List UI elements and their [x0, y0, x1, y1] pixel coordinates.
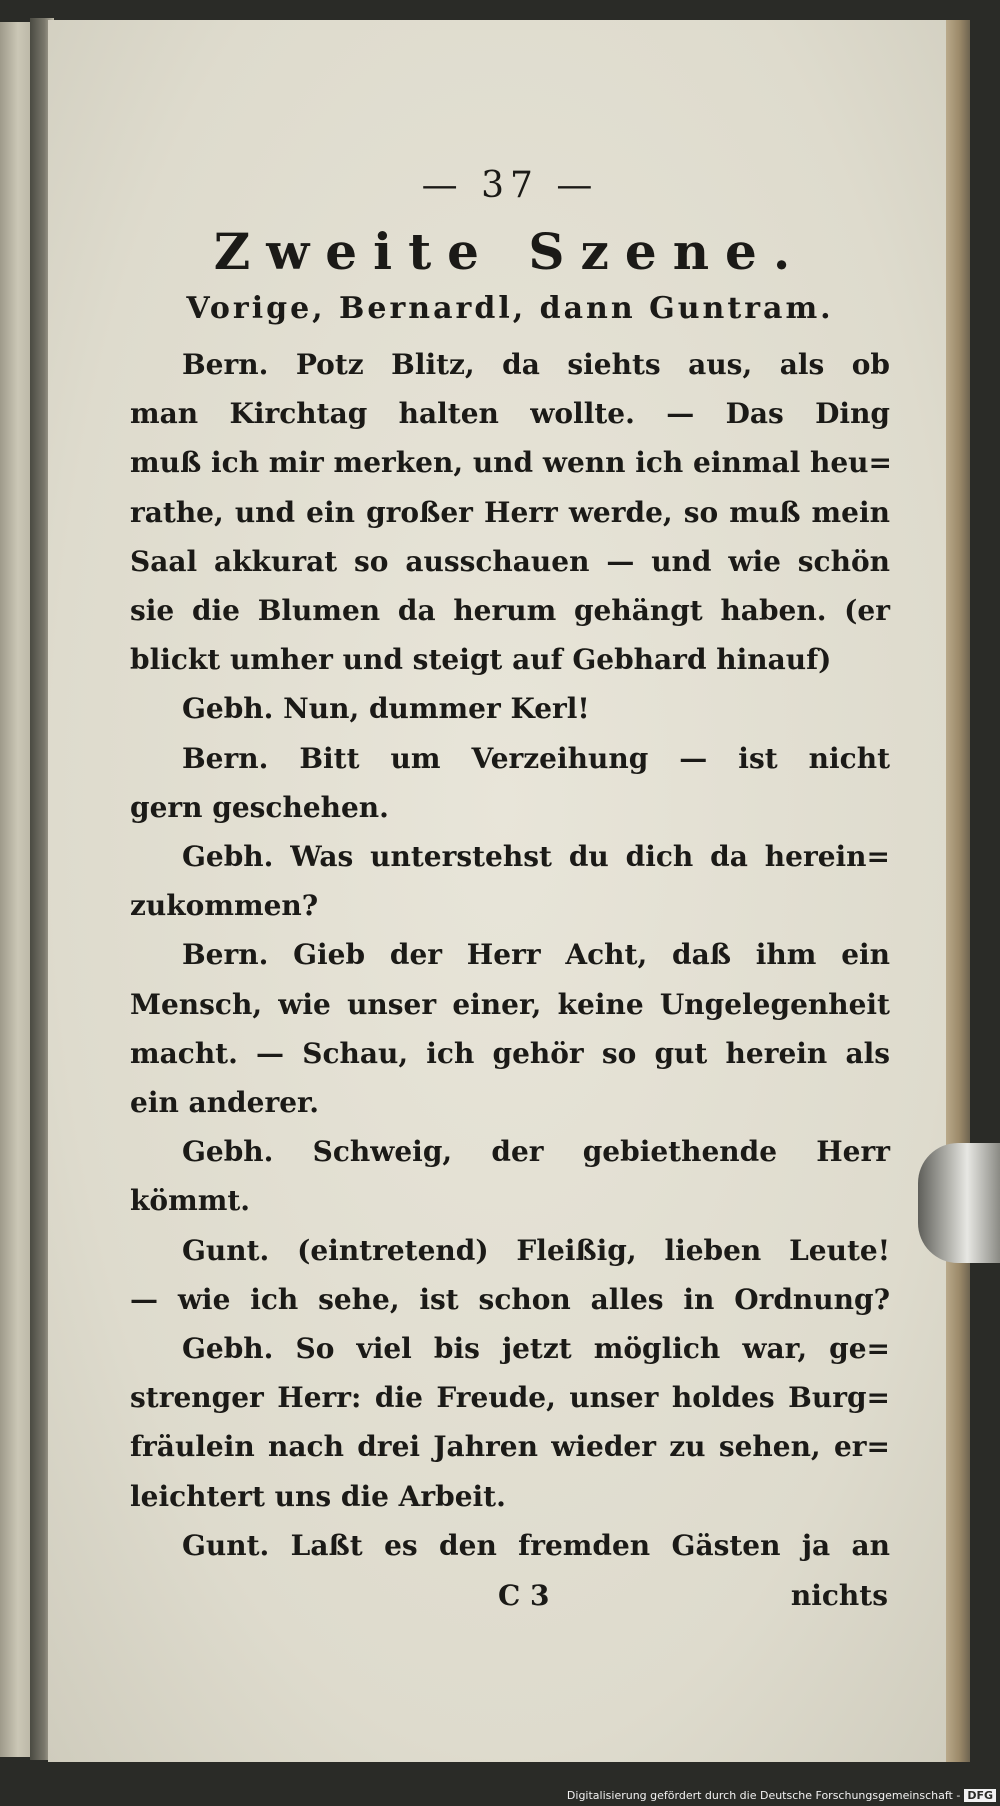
text-line: Gebh. Schweig, der gebiethende Herr: [182, 1135, 890, 1169]
digitization-credit: [567, 1789, 996, 1802]
text-line: Mensch, wie unser einer, keine Ungelegenheit: [130, 987, 890, 1021]
catchword: nichts: [790, 1579, 888, 1613]
text-line: muß ich mir merken, und wenn ich einmal heu=: [130, 446, 892, 480]
text-line: Bern. Gieb der Herr Acht, daß ihm ein: [182, 938, 890, 972]
page-clip: [918, 1143, 1000, 1263]
text-line: Gebh. Nun, dummer Kerl!: [182, 692, 590, 726]
text-line: ein anderer.: [130, 1086, 319, 1120]
credit-text: Digitalisierung gefördert durch die Deutsche Forschungsgemeinschaft -: [566, 1789, 961, 1802]
text-line: Saal akkurat so ausschauen — und wie schön: [130, 544, 890, 578]
text-line: kömmt.: [130, 1184, 251, 1218]
page-text: [130, 165, 890, 1622]
text-line: — wie ich sehe, ist schon alles in Ordnung?: [130, 1282, 890, 1316]
text-line: zukommen?: [130, 889, 319, 923]
text-line: Gunt. (eintretend) Fleißig, lieben Leute!: [182, 1233, 890, 1267]
text-line: Gunt. Laßt es den fremden Gästen ja an: [182, 1528, 890, 1562]
page-footer: [130, 1570, 890, 1622]
text-line: blickt umher und steigt auf Gebhard hinauf): [130, 643, 832, 677]
scene-title: Zweite Szene.: [213, 222, 807, 281]
text-line: leichtert uns die Arbeit.: [130, 1479, 506, 1513]
text-line: rathe, und ein großer Herr werde, so muß mein: [130, 495, 890, 529]
text-line: fräulein nach drei Jahren wieder zu sehen, er=: [130, 1430, 890, 1464]
text-line: gern geschehen.: [130, 790, 389, 824]
text-line: Bern. Potz Blitz, da siehts aus, als ob: [182, 348, 890, 381]
cast-list: Vorige, Bernardl, dann Guntram.: [186, 291, 834, 326]
text-line: Gebh. So viel bis jetzt möglich war, ge=: [182, 1332, 890, 1366]
text-line: man Kirchtag halten wollte. — Das Ding: [130, 397, 890, 431]
page-stack-edge: [946, 20, 970, 1762]
text-line: Bern. Bitt um Verzeihung — ist nicht: [182, 741, 890, 775]
page-number: — 37 —: [421, 165, 599, 206]
text-line: strenger Herr: die Freude, unser holdes Burg=: [130, 1381, 890, 1415]
text-line: macht. — Schau, ich gehör so gut herein als: [130, 1036, 890, 1070]
text-line: sie die Blumen da herum gehängt haben. (er: [130, 594, 890, 628]
dfg-logo: DFG: [964, 1789, 996, 1802]
text-line: Gebh. Was unterstehst du dich da herein=: [182, 840, 890, 874]
signature-mark: C 3: [498, 1579, 550, 1613]
